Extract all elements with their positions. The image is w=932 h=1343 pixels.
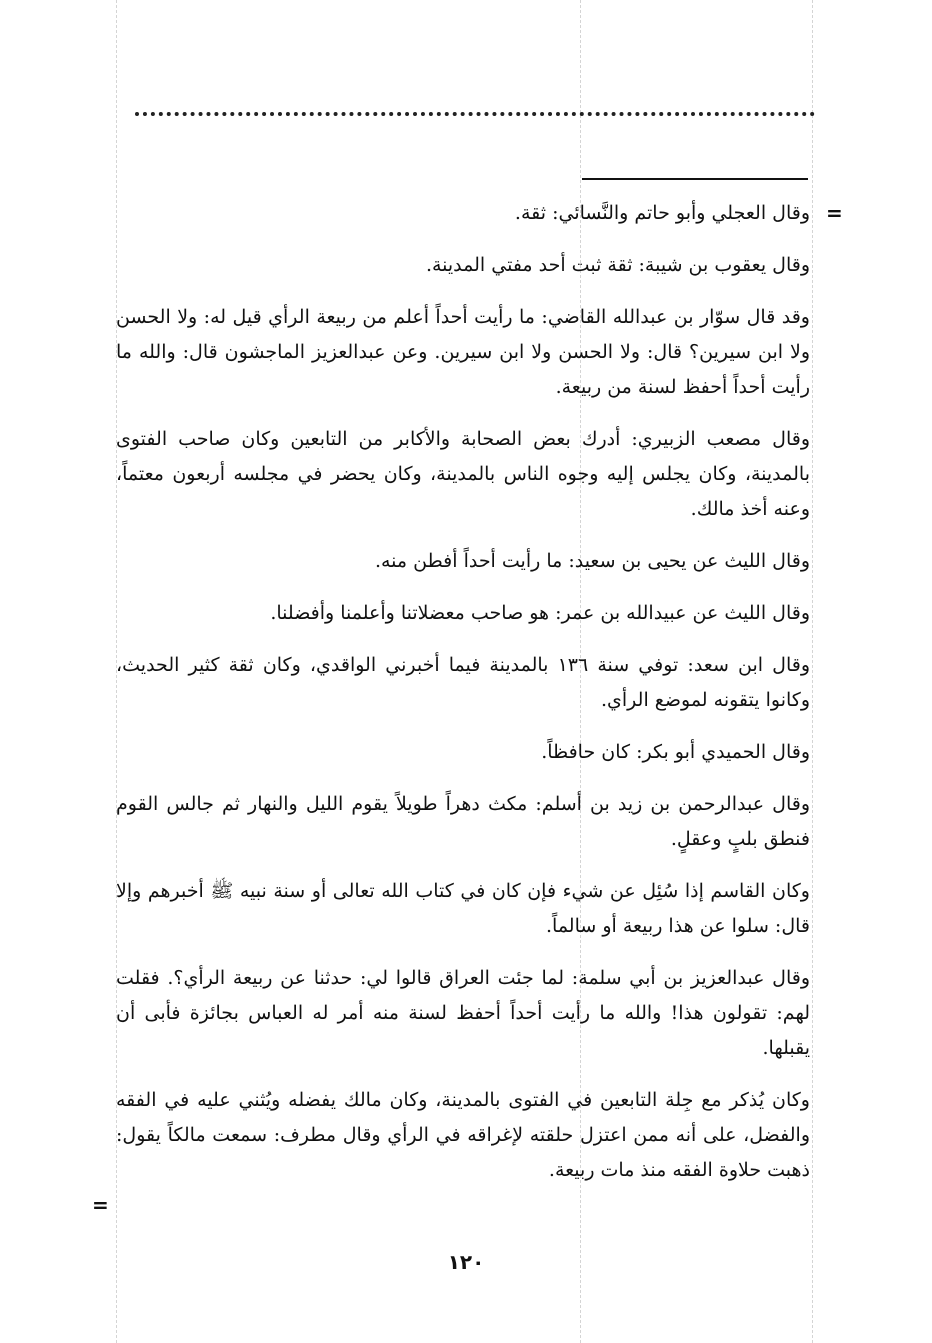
paragraph-8: وقال الحميدي أبو بكر: كان حافظاً.	[541, 741, 810, 763]
continuation-mark-bottom: =	[92, 1193, 109, 1217]
paragraph-6: وقال الليث عن عبيدالله بن عمر: هو صاحب معضلاتنا وأعلمنا وأفضلنا.	[270, 602, 810, 624]
page-number: ١٢٠	[447, 1250, 485, 1274]
footnote-rule	[582, 178, 808, 180]
paragraph-11: وقال عبدالعزيز بن أبي سلمة: لما جئت العراق قالوا لي: حدثنا عن ربيعة الرأي؟. فقلت لهم: تقولون هذا! والله ما رأيت أحداً أحفظ لسنة منه أمر له العباس بجائزة فأبى أن يقبلها.	[116, 967, 810, 1059]
continuation-mark-top: =	[826, 201, 843, 225]
dotted-separator	[135, 112, 815, 124]
scan-guide-line	[812, 0, 813, 1343]
footnote-text	[116, 196, 810, 1205]
paragraph-3: وقد قال سوّار بن عبدالله القاضي: ما رأيت أحداً أعلم من ربيعة الرأي قيل له: ولا الحسن ولا ابن سيرين؟ قال: ولا الحسن ولا ابن سيرين. وعن عبدالعزيز الماجشون قال: والله ما رأيت أحداً أحفظ لسنة من ربيعة.	[116, 306, 810, 398]
paragraph-10: وكان القاسم إذا سُئِل عن شيء فإن كان في كتاب الله تعالى أو سنة نبيه ﷺ أخبرهم وإلا قال: سلوا عن هذا ربيعة أو سالماً.	[116, 880, 810, 937]
paragraph-5: وقال الليث عن يحيى بن سعيد: ما رأيت أحداً أفطن منه.	[374, 550, 810, 572]
paragraph-9: وقال عبدالرحمن بن زيد بن أسلم: مكث دهراً طويلاً يقوم الليل والنهار ثم جالس القوم فنطق بلبٍ وعقلٍ.	[116, 793, 810, 850]
paragraph-4: وقال مصعب الزبيري: أدرك بعض الصحابة والأكابر من التابعين وكان صاحب الفتوى بالمدينة، وكان يجلس إليه وجوه الناس بالمدينة، وكان يحضر في مجلسه أربعون معتماً، وعنه أخذ مالك.	[116, 428, 810, 520]
paragraph-1: وقال العجلي وأبو حاتم والنَّسائي: ثقة.	[514, 202, 810, 224]
paragraph-12: وكان يُذكر مع جِلة التابعين في الفتوى بالمدينة، وكان مالك يفضله ويُثني عليه في الفقه والفضل، على أنه ممن اعتزل حلقته لإغراقه في الرأي وقال مطرف: سمعت مالكاً يقول: ذهبت حلاوة الفقه منذ مات ربيعة.	[116, 1089, 810, 1181]
paragraph-7: وقال ابن سعد: توفي سنة ١٣٦ بالمدينة فيما أخبرني الواقدي، وكان ثقة كثير الحديث، وكانوا يتقونه لموضع الرأي.	[116, 654, 810, 711]
paragraph-2: وقال يعقوب بن شيبة: ثقة ثبت أحد مفتي المدينة.	[425, 254, 810, 276]
